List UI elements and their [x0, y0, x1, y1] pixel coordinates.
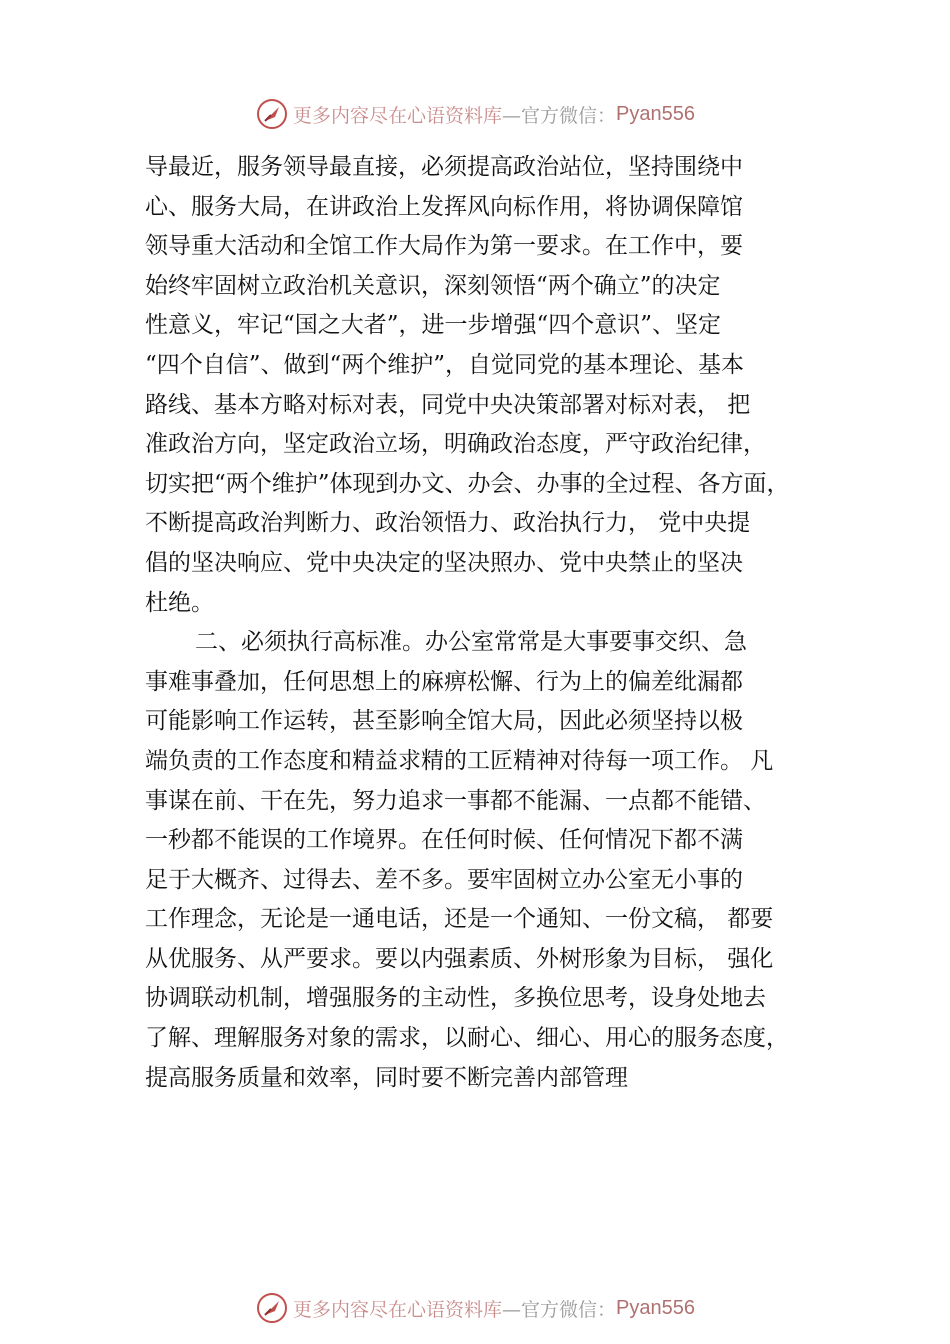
- section-heading-line: 二、必须执行高标准。办公室常常是大事要事交织、急: [195, 629, 747, 656]
- text-line: 可能影响工作运转，甚至影响全馆大局，因此必须坚持以极: [145, 708, 743, 735]
- text-line: 性意义，牢记“国之大者”，进一步增强“四个意识”、坚定: [145, 312, 722, 339]
- header-watermark: [0, 94, 950, 134]
- text-line: 路线、基本方略对标对表，同党中央决策部署对标对表， 把: [145, 391, 751, 418]
- text-line: 心、服务大局，在讲政治上发挥风向标作用，将协调保障馆: [145, 193, 743, 220]
- text-line: 准政治方向，坚定政治立场，明确政治态度，严守政治纪律，: [145, 431, 766, 458]
- quill-logo-icon: [255, 1291, 289, 1325]
- text-line: 协调联动机制，增强服务的主动性，多换位思考，设身处地去: [145, 985, 766, 1012]
- text-line: 不断提高政治判断力、政治领悟力、政治执行力， 党中央提: [145, 510, 751, 537]
- footer-watermark: [0, 1288, 950, 1328]
- watermark-brand: —官方微信：: [502, 1298, 617, 1321]
- text-line: 始终牢固树立政治机关意识，深刻领悟“两个确立”的决定: [145, 272, 721, 299]
- watermark-account: Pyan556: [616, 1296, 695, 1319]
- text-line: 切实把“两个维护”体现到办文、办会、办事的全过程、各方面，: [145, 470, 790, 497]
- quill-logo-icon: [255, 97, 289, 131]
- text-line: 事难事叠加，任何思想上的麻痹松懈、行为上的偏差纰漏都: [145, 668, 743, 695]
- text-line: 足于大概齐、过得去、差不多。要牢固树立办公室无小事的: [145, 866, 743, 893]
- text-line: 杜绝。: [145, 589, 214, 616]
- text-line: 事谋在前、干在先，努力追求一事都不能漏、一点都不能错、: [145, 787, 766, 814]
- text-line: 工作理念，无论是一通电话，还是一个通知、一份文稿， 都要: [145, 906, 774, 933]
- text-line: “四个自信”、做到“两个维护”，自觉同党的基本理论、基本: [145, 351, 745, 378]
- watermark-brand: —官方微信：: [502, 104, 617, 127]
- text-line: 端负责的工作态度和精益求精的工匠精神对待每一项工作。 凡: [145, 747, 774, 774]
- text-line: 提高服务质量和效率，同时要不断完善内部管理: [145, 1064, 628, 1091]
- watermark-prefix: 更多内容尽在心语资料库: [293, 104, 503, 127]
- text-line: 领导重大活动和全馆工作大局作为第一要求。在工作中，要: [145, 233, 743, 260]
- watermark-prefix: 更多内容尽在心语资料库: [293, 1298, 503, 1321]
- text-line: 一秒都不能误的工作境界。在任何时候、任何情况下都不满: [145, 827, 743, 854]
- document-body: [145, 148, 845, 1098]
- text-line: 导最近，服务领导最直接，必须提高政治站位，坚持围绕中: [145, 154, 743, 180]
- watermark-account: Pyan556: [616, 102, 695, 125]
- text-line: 倡的坚决响应、党中央决定的坚决照办、党中央禁止的坚决: [145, 549, 743, 576]
- text-line: 了解、理解服务对象的需求，以耐心、细心、用心的服务态度，: [145, 1025, 789, 1052]
- text-line: 从优服务、从严要求。要以内强素质、外树形象为目标， 强化: [145, 945, 774, 972]
